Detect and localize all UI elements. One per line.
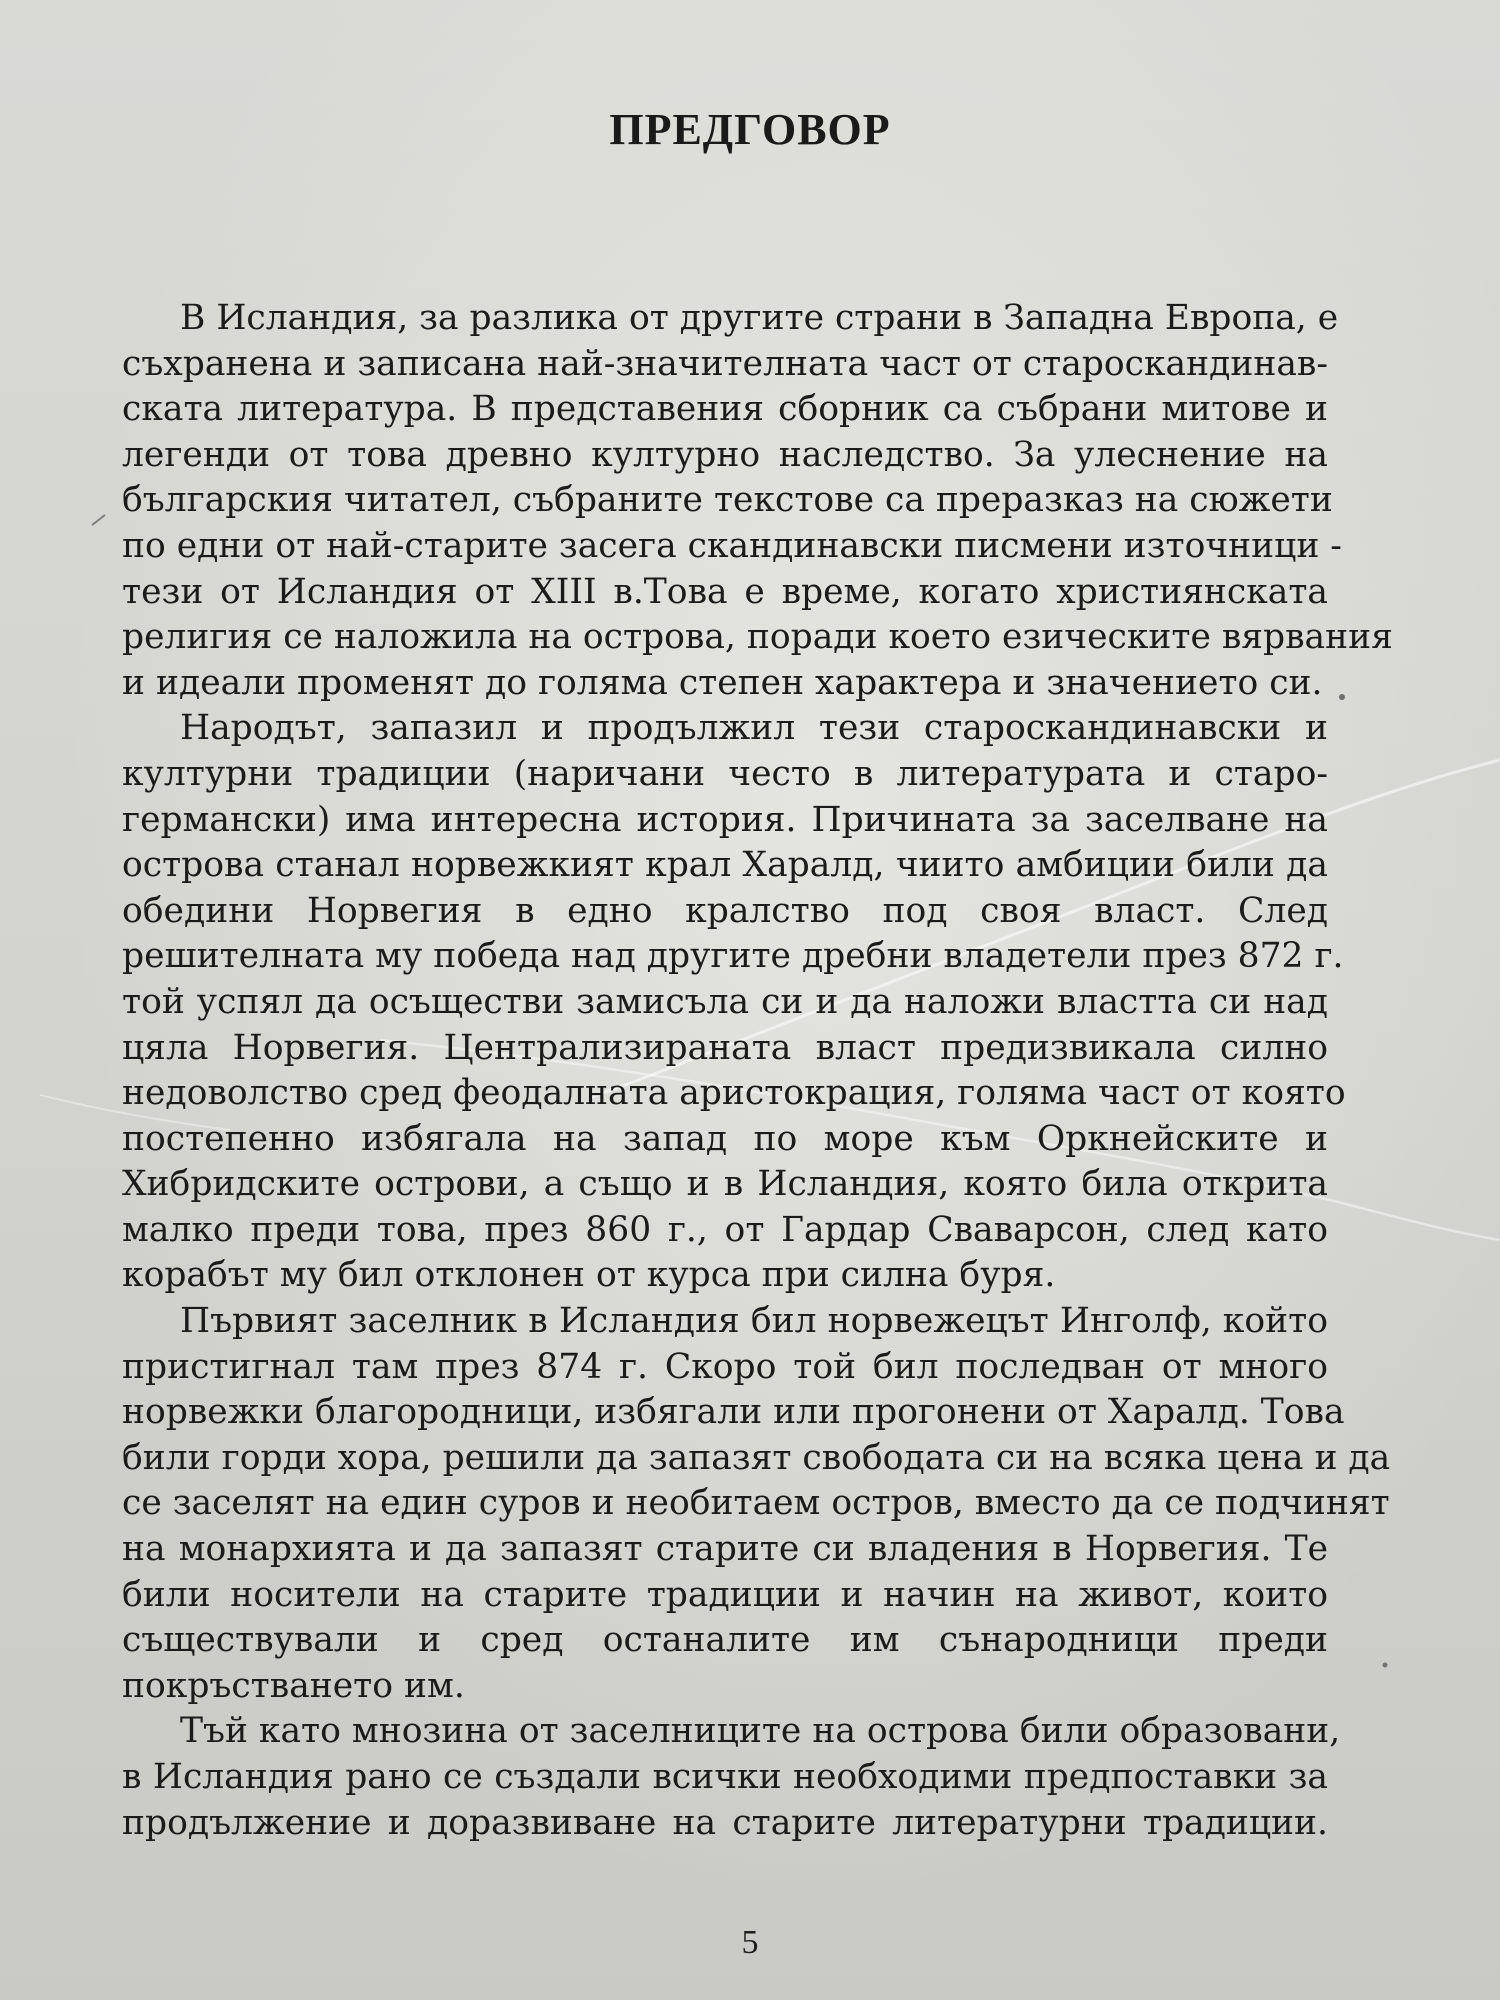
text-line: постепенно избягала на запад по море към Оркнейските и: [122, 1118, 1328, 1159]
text-line: културни традиции (наричани често в литературата и старо-: [122, 753, 1328, 794]
paragraph-4: [122, 1709, 1341, 1846]
text-line: малко преди това, през 860 г., от Гардар Сваварсон, след като: [122, 1209, 1328, 1250]
text-line: били горди хора, решили да запазят свободата си на всяка цена и да: [122, 1437, 1391, 1478]
text-line: съхранена и записана най-значителната част от староскандинав-: [122, 343, 1328, 384]
text-line: Народът, запазил и продължил тези староскандинавски и: [180, 708, 1328, 749]
text-line: той успял да осъществи замисъла си и да наложи властта си над: [122, 981, 1328, 1022]
text-line: легенди от това древно културно наследство. За улеснение на: [122, 434, 1328, 475]
page-title: ПРЕДГОВОР: [609, 105, 891, 154]
text-line: недоволство сред феодалната аристокрация, голяма част от която: [122, 1073, 1346, 1114]
paragraph-1: [122, 296, 1393, 706]
text-line: тези от Исландия от XIII в.Това е време, когато християнската: [122, 571, 1328, 612]
text-line: германски) има интересна история. Причината за заселване на: [122, 799, 1328, 840]
text-line: се заселят на един суров и необитаем остров, вместо да се подчинят: [122, 1483, 1390, 1524]
text-line: и идеали променят до голяма степен характера и значението си.: [122, 662, 1323, 703]
text-line: на монархията и да запазят старите си владения в Норвегия. Те: [122, 1529, 1328, 1570]
text-line: пристигнал там през 874 г. Скоро той бил последван от много: [122, 1346, 1328, 1387]
text-line: съществували и сред останалите им сънародници преди: [122, 1620, 1328, 1661]
text-line: българския читател, събраните текстове са преразказ на сюжети: [122, 480, 1333, 521]
text-line: продължение и доразвиване на старите литературни традиции.: [122, 1802, 1328, 1843]
text-line: Хибридските острови, а също и в Исландия, която била открита: [122, 1164, 1328, 1205]
text-line: Първият заселник в Исландия бил норвежецът Инголф, който: [180, 1301, 1328, 1342]
page-number: 5: [741, 1924, 759, 1961]
text-line: покръстването им.: [122, 1665, 465, 1706]
text-line: в Исландия рано се създали всички необходими предпоставки за: [122, 1757, 1328, 1797]
text-line: ската литература. В представения сборник са събрани митове и: [122, 389, 1328, 430]
paragraph-3: [122, 1299, 1391, 1709]
text-line: били носители на старите традиции и начин на живот, които: [122, 1574, 1328, 1615]
text-line: Тъй като мнозина от заселниците на острова били образовани,: [180, 1711, 1341, 1752]
paragraph-2: [122, 706, 1346, 1299]
text-line: обедини Норвегия в едно кралство под своя власт. След: [122, 890, 1328, 931]
text-line: цяла Норвегия. Централизираната власт предизвикала силно: [122, 1027, 1328, 1068]
text-line: корабът му бил отклонен от курса при силна буря.: [122, 1255, 1056, 1296]
text-line: решителната му победа над другите дребни владетели през 872 г.: [122, 936, 1344, 977]
text-line: острова станал норвежкият крал Харалд, чиито амбиции били да: [122, 845, 1328, 886]
text-body: [122, 296, 1393, 1846]
text-line: религия се наложила на острова, поради което езическите вярвания: [122, 617, 1393, 658]
text-line: норвежки благородници, избягали или прогонени от Харалд. Това: [122, 1392, 1345, 1433]
text-line: по едни от най-старите засега скандинавски писмени източници -: [122, 525, 1342, 566]
text-line: В Исландия, за разлика от другите страни в Западна Европа, е: [180, 298, 1339, 338]
